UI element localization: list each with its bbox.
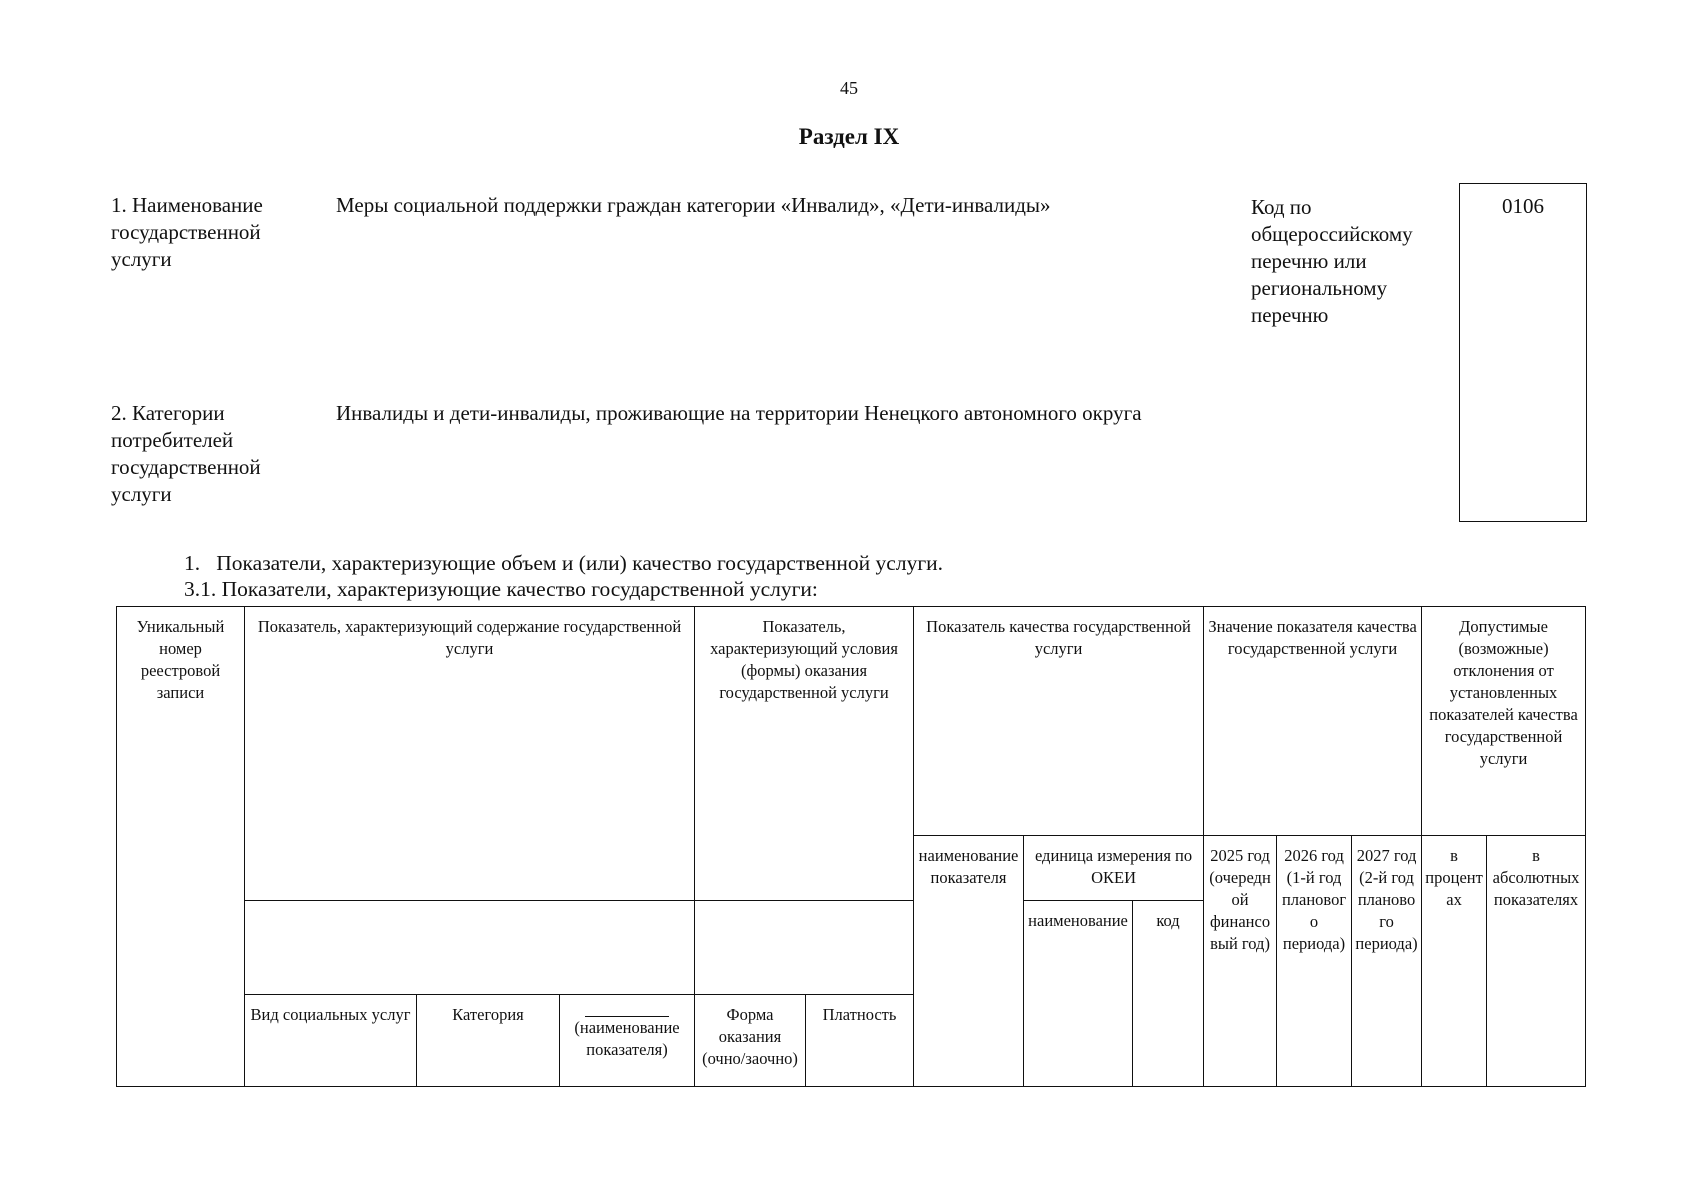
quality-indicators-table <box>116 606 1586 1087</box>
consumers-value: Инвалиды и дети-инвалиды, проживающие на территории Ненецкого автономного округа <box>336 401 1142 425</box>
header-deviations: Допустимые (возможные) отклонения от установленных показателей качества государственной услуги <box>1422 607 1586 836</box>
header-year-2025: 2025 год (очередной финансовый год) <box>1204 836 1277 1087</box>
code-value: 0106 <box>1502 194 1544 218</box>
quality-heading: 3.1. Показатели, характеризующие качество государственной услуги: <box>184 577 818 601</box>
content-indicator-spacer <box>245 901 695 995</box>
conditions-indicator-spacer <box>695 901 914 995</box>
header-unit-code: код <box>1133 901 1204 1087</box>
indicator-name-paren: (наименование показателя) <box>574 1018 680 1059</box>
header-social-services: Вид социальных услуг <box>245 995 417 1087</box>
service-name-value: Меры социальной поддержки граждан категории «Инвалид», «Дети-инвалиды» <box>336 193 1051 217</box>
blank-line <box>585 1016 669 1017</box>
header-year-2026: 2026 год (1-й год планового периода) <box>1277 836 1352 1087</box>
header-indicator-name: наименование показателя <box>914 836 1024 1087</box>
header-indicator-name-blank <box>560 995 695 1087</box>
header-payment: Платность <box>806 995 914 1087</box>
service-name-label: 1. Наименование государственной услуги <box>111 193 263 271</box>
header-quality-indicator: Показатель качества государственной услуги <box>914 607 1204 836</box>
indicators-heading: 1. Показатели, характеризующие объем и (или) качество государственной услуги. <box>184 551 944 575</box>
section-title: Раздел IX <box>798 124 900 149</box>
header-year-2027: 2027 год (2-й год планового периода) <box>1352 836 1422 1087</box>
page-number: 45 <box>840 78 858 98</box>
header-unique-number: Уникальный номер реестровой записи <box>117 607 245 1087</box>
consumers-label: 2. Категории потребителей государственной услуги <box>111 401 261 506</box>
header-unit-name: наименование <box>1024 901 1133 1087</box>
header-conditions-indicator: Показатель, характеризующий условия (формы) оказания государственной услуги <box>695 607 914 901</box>
header-quality-value: Значение показателя качества государственной услуги <box>1204 607 1422 836</box>
code-box <box>1459 183 1587 522</box>
header-absolute: в абсолютных показателях <box>1487 836 1586 1087</box>
header-category: Категория <box>417 995 560 1087</box>
code-label: Код по общероссийскому перечню или региональному перечню <box>1251 195 1413 327</box>
header-form: Форма оказания (очно/заочно) <box>695 995 806 1087</box>
header-percent: в процентах <box>1422 836 1487 1087</box>
header-unit-okei: единица измерения по ОКЕИ <box>1024 836 1204 901</box>
header-content-indicator: Показатель, характеризующий содержание государственной услуги <box>245 607 695 901</box>
